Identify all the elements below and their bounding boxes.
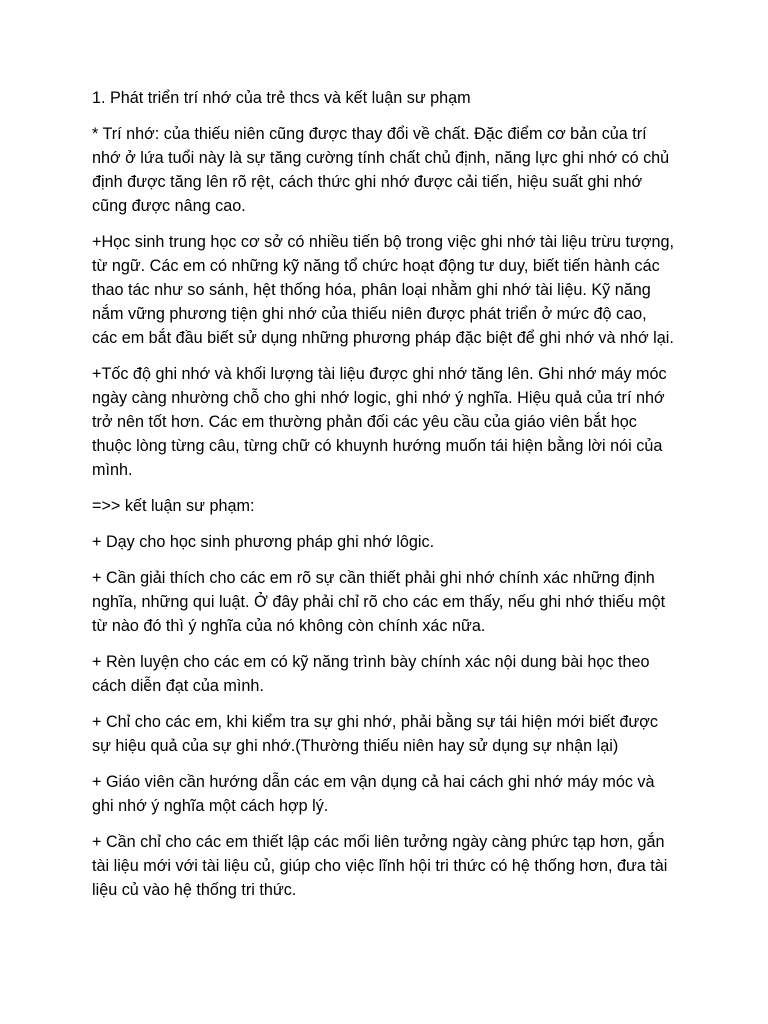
conclusion-item-both-methods: + Giáo viên cần hướng dẫn các em vận dụng cả hai cách ghi nhớ máy móc và ghi nhớ ý nghĩa một cách hợp lý. bbox=[92, 773, 655, 815]
conclusion-item-recall-check: + Chỉ cho các em, khi kiểm tra sự ghi nhớ, phải bằng sự tái hiện mới biết được sự hiệu quả của sự ghi nhớ.(Thường thiếu niên hay sử dụng sự nhận lại) bbox=[92, 713, 658, 755]
paragraph-memory-speed: +Tốc độ ghi nhớ và khối lượng tài liệu được ghi nhớ tăng lên. Ghi nhớ máy móc ngày càng nhường chỗ cho ghi nhớ logic, ghi nhớ ý nghĩa. Hiệu quả của trí nhớ trở nên tốt hơn. Các em thường phản đối các yêu cầu của giáo viên bắt học thuộc lòng từng câu, từng chữ có khuynh hướng muốn tái hiện bằng lời nói của mình. bbox=[92, 365, 667, 479]
conclusion-heading: =>> kết luận sư phạm: bbox=[92, 497, 255, 515]
conclusion-item-logic-method: + Dạy cho học sinh phương pháp ghi nhớ lôgic. bbox=[92, 533, 435, 551]
conclusion-item-precise-memory: + Cần giải thích cho các em rõ sự cần thiết phải ghi nhớ chính xác những định nghĩa, những qui luật. Ở đây phải chỉ rõ cho các em thấy, nếu ghi nhớ thiếu một từ nào đó thì ý nghĩa của nó không còn chính xác nữa. bbox=[92, 569, 666, 635]
conclusion-item-presentation-skill: + Rèn luyện cho các em có kỹ năng trình bày chính xác nội dung bài học theo cách diễn đạt của mình. bbox=[92, 653, 650, 695]
paragraph-memory-overview: * Trí nhớ: của thiếu niên cũng được thay đổi về chất. Đặc điểm cơ bản của trí nhớ ở lứa tuổi này là sự tăng cường tính chất chủ định, năng lực ghi nhớ có chủ định được tăng lên rõ rệt, cách thức ghi nhớ được cải tiến, hiệu suất ghi nhớ cũng được nâng cao. bbox=[92, 125, 670, 215]
conclusion-item-associations: + Cần chỉ cho các em thiết lập các mối liên tưởng ngày càng phức tạp hơn, gắn tài liệu mới với tài liệu củ, giúp cho việc lĩnh hội tri thức có hệ thống hơn, đưa tài liệu củ vào hệ thống tri thức. bbox=[92, 833, 668, 899]
paragraph-abstract-memory: +Học sinh trung học cơ sở có nhiều tiến bộ trong việc ghi nhớ tài liệu trừu tượng, từ ngữ. Các em có những kỹ năng tổ chức hoạt động tư duy, biết tiến hành các thao tác như so sánh, hệt thống hóa, phân loại nhằm ghi nhớ tài liệu. Kỹ năng nắm vững phương tiện ghi nhớ của thiếu niên được phát triển ở mức độ cao, các em bắt đầu biết sử dụng những phương pháp đặc biệt để ghi nhớ và nhớ lại. bbox=[92, 233, 674, 347]
document-page bbox=[92, 86, 674, 914]
section-heading: 1. Phát triển trí nhớ của trẻ thcs và kết luận sư phạm bbox=[92, 89, 471, 107]
